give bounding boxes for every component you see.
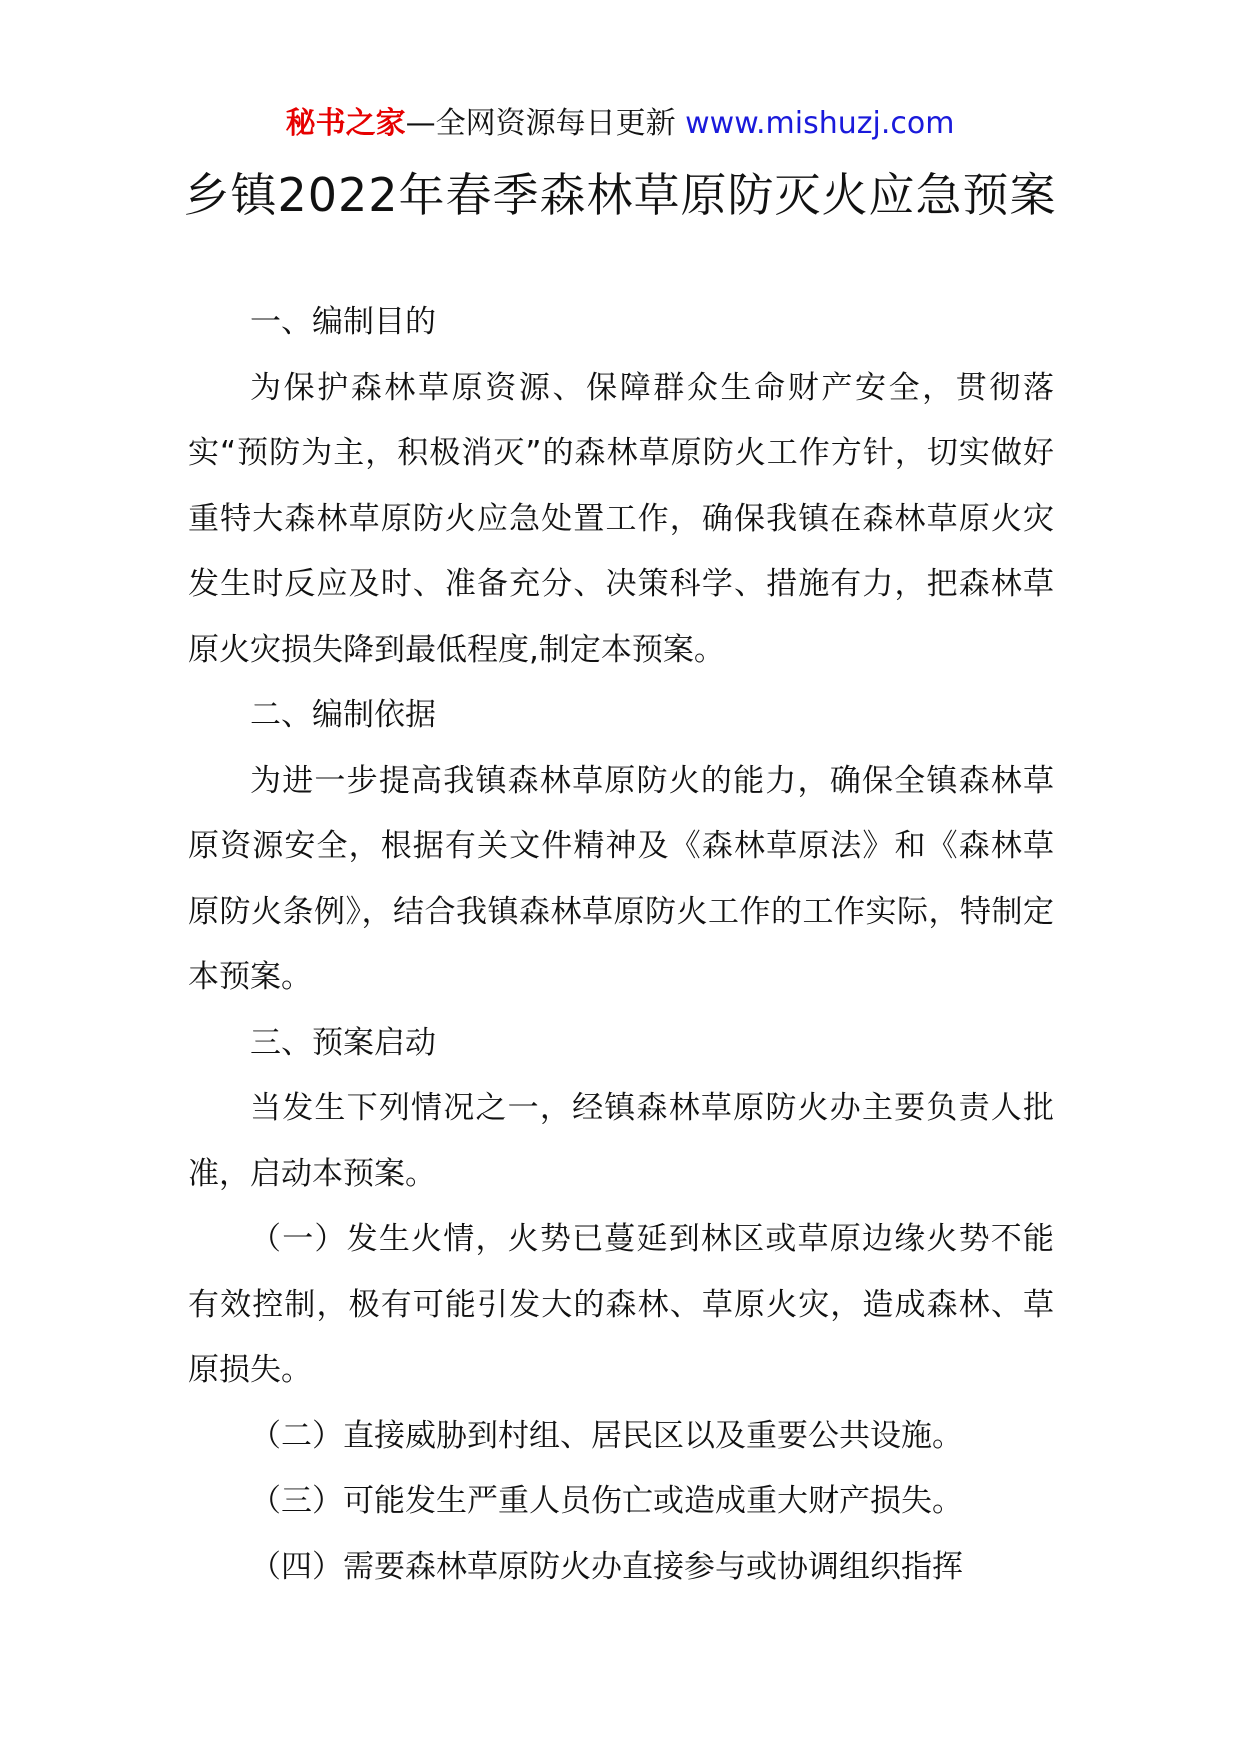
header-slogan: —全网资源每日更新 [405,106,676,141]
site-url-link[interactable]: www.mishuzj.com [685,106,955,141]
section-heading-purpose: 一、编制目的 [250,304,436,340]
document-body [188,290,1054,1600]
site-header [0,104,1240,144]
section-heading-basis: 二、编制依据 [250,697,436,733]
paragraph-purpose: 为保护森林草原资源、保障群众生命财产安全，贯彻落实“预防为主，积极消灭”的森林草原防火工作方针，切实做好重特大森林草原防火应急处置工作，确保我镇在森林草原火灾发生时反应及时、准备充分、决策科学、措施有力，把森林草原火灾损失降到最低程度,制定本预案。 [188,369,1054,668]
paragraph-activation: 当发生下列情况之一，经镇森林草原防火办主要负责人批准，启动本预案。 [188,1090,1054,1192]
paragraph-basis: 为进一步提高我镇森林草原防火的能力，确保全镇森林草原资源安全，根据有关文件精神及《森林草原法》和《森林草原防火条例》，结合我镇森林草原防火工作的工作实际，特制定本预案。 [188,762,1054,995]
section-heading-activation: 三、预案启动 [250,1024,436,1061]
list-item-condition-1: （一）发生火情，火势已蔓延到林区或草原边缘火势不能有效控制，极有可能引发大的森林、草原火灾，造成森林、草原损失。 [188,1221,1054,1388]
brand-name: 秘书之家 [285,106,406,141]
list-item-condition-2: （二）直接威胁到村组、居民区以及重要公共设施。 [250,1417,963,1454]
document-title: 乡镇2022年春季森林草原防灭火应急预案 [183,168,1057,222]
list-item-condition-4: （四）需要森林草原防火办直接参与或协调组织指挥 [250,1548,963,1585]
list-item-condition-3: （三）可能发生严重人员伤亡或造成重大财产损失。 [250,1483,963,1519]
